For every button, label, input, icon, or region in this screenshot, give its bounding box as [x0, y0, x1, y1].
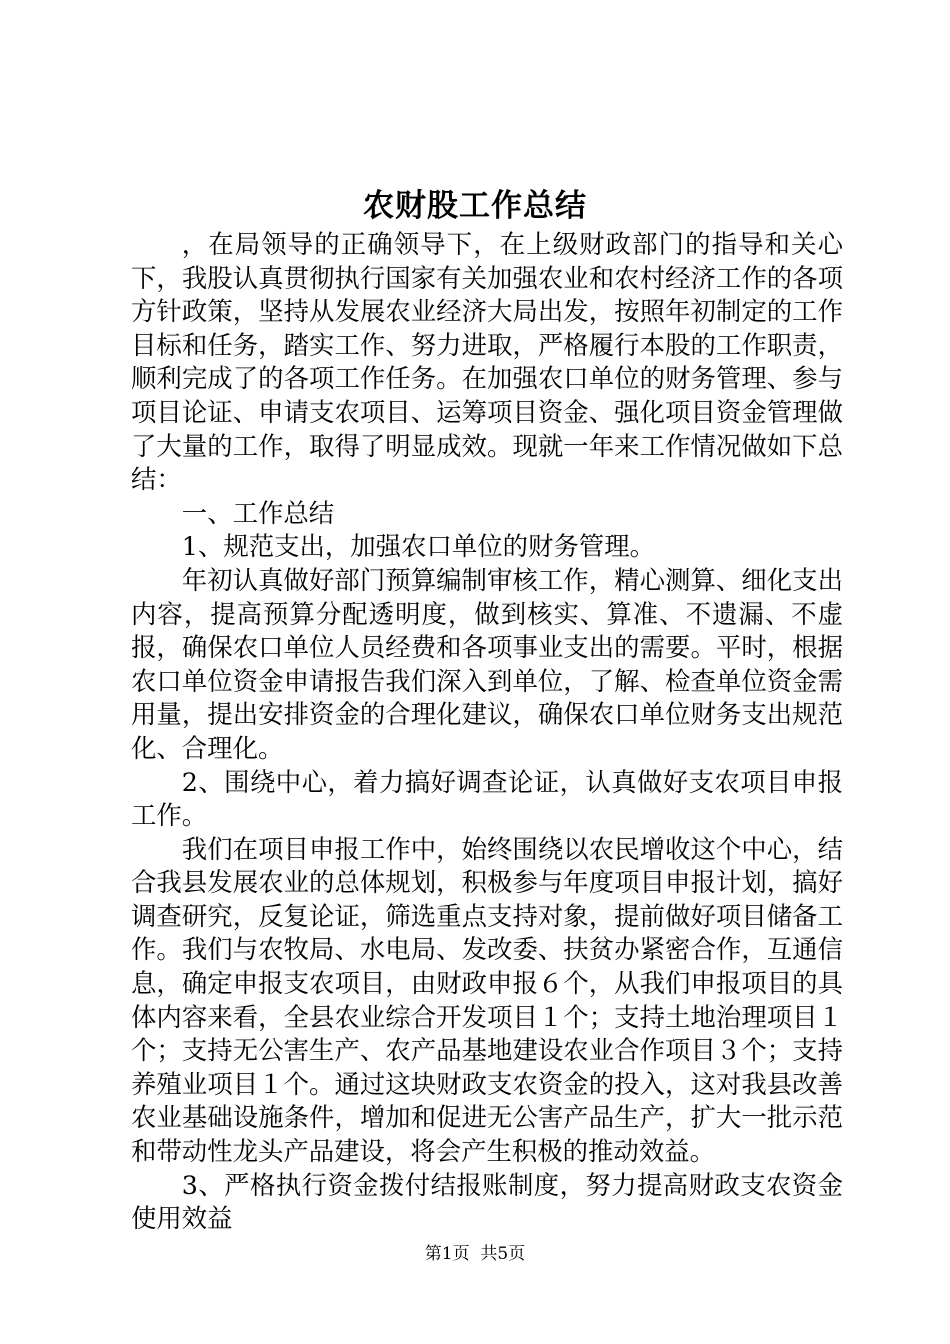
intro-paragraph: ，在局领导的正确领导下，在上级财政部门的指导和关心下，我股认真贯彻执行国家有关加强农业和农村经济工作的各项方针政策，坚持从发展农业经济大局出发，按照年初制定的工作目标和任务，踏实工作、努力进取，严格履行本股的工作职责，顺利完成了的各项工作任务。在加强农口单位的财务管理、参与项目论证、申请支农项目、运筹项目资金、强化项目资金管理做了大量的工作，取得了明显成效。现就一年来工作情况做如下总结：: [131, 229, 843, 495]
document-title: 农财股工作总结: [363, 188, 587, 224]
item-paragraph-1: 年初认真做好部门预算编制审核工作，精心测算、细化支出内容，提高预算分配透明度，做到核实、算准、不遗漏、不虚报，确保农口单位人员经费和各项事业支出的需要。平时，根据农口单位资金申请报告我们深入到单位，了解、检查单位资金需用量，提出安排资金的合理化建议，确保农口单位财务支出规范化、合理化。: [131, 564, 843, 763]
item-heading-1: 1、规范支出，加强农口单位的财务管理。: [181, 531, 655, 562]
item-heading-3: 3、严格执行资金拨付结报账制度，努力提高财政支农资金使用效益: [131, 1169, 843, 1234]
page-indicator: 第1页 共5页: [424, 1244, 526, 1264]
item-paragraph-2: 我们在项目申报工作中，始终围绕以农民增收这个中心，结合我县发展农业的总体规划，积极参与年度项目申报计划，搞好调查研究，反复论证，筛选重点支持对象，提前做好项目储备工作。我们与农牧局、水电局、发改委、扶贫办紧密合作，互通信息，确定申报支农项目，由财政申报６个，从我们申报项目的具体内容来看，全县农业综合开发项目１个；支持土地治理项目１个；支持无公害生产、农产品基地建设农业合作项目３个；支持养殖业项目１个。通过这块财政支农资金的投入，这对我县改善农业基础设施条件，增加和促进无公害产品生产，扩大一批示范和带动性龙头产品建设，将会产生积极的推动效益。: [131, 833, 843, 1167]
section-heading-work-summary: 一、工作总结: [181, 497, 335, 528]
document-body: [131, 228, 843, 1236]
item-heading-2: 2、围绕中心，着力搞好调查论证，认真做好支农项目申报工作。: [131, 766, 843, 831]
